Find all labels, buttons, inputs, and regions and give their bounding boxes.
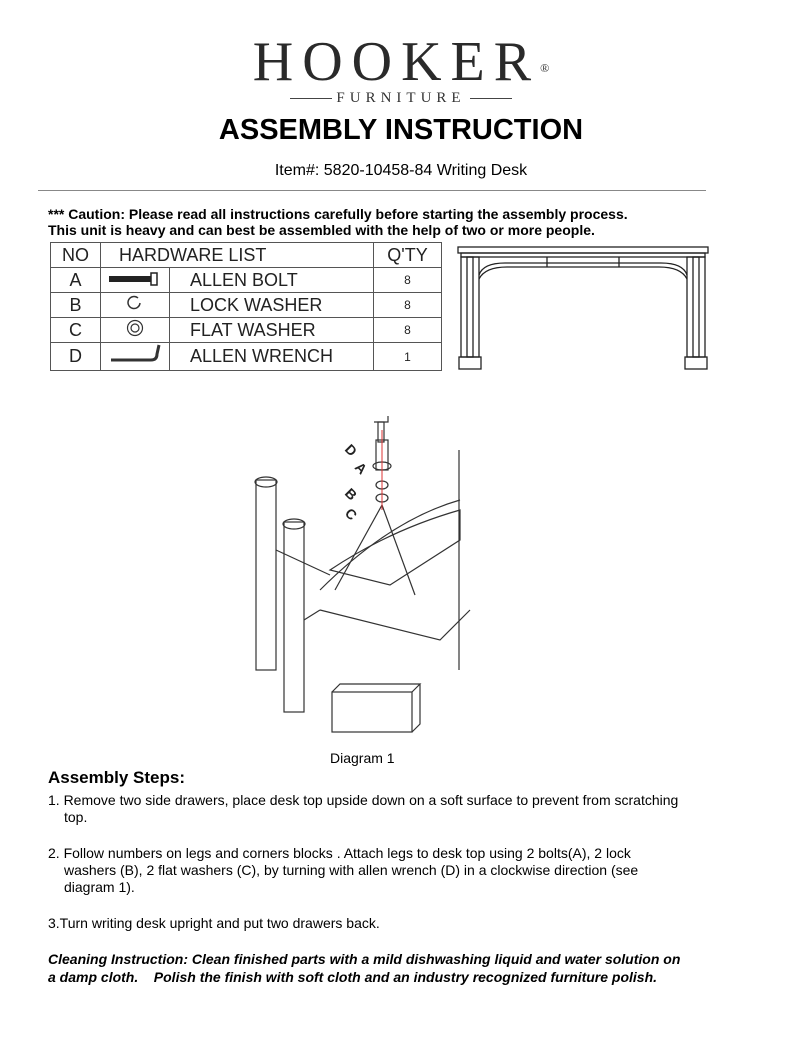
hardware-table bbox=[50, 242, 442, 371]
brand-name: HOOKER bbox=[252, 31, 541, 93]
steps-heading: Assembly Steps: bbox=[48, 768, 185, 787]
row-no: C bbox=[51, 318, 101, 343]
row-name: FLAT WASHER bbox=[170, 318, 374, 343]
caution-text bbox=[48, 206, 628, 238]
step-line: 2. Follow numbers on legs and corners blocks . Attach legs to desk top using 2 bolts(A), 2 lock bbox=[48, 845, 631, 861]
step-line: diagram 1). bbox=[64, 879, 135, 895]
registered-mark: ® bbox=[540, 61, 550, 75]
row-name: ALLEN BOLT bbox=[170, 268, 374, 293]
assembly-diagram bbox=[240, 410, 712, 750]
row-no: B bbox=[51, 293, 101, 318]
table-header bbox=[51, 243, 442, 268]
item-number: Item#: 5820-10458-84 Writing Desk bbox=[274, 162, 528, 179]
table-row bbox=[51, 268, 442, 293]
flat-washer-icon bbox=[101, 318, 170, 343]
step-1 bbox=[48, 792, 768, 826]
allen-wrench-icon bbox=[101, 343, 170, 371]
row-qty: 8 bbox=[374, 268, 442, 293]
label-d: D bbox=[341, 440, 361, 460]
lock-washer-icon bbox=[101, 293, 170, 318]
desk-front-view bbox=[455, 245, 711, 371]
header-no: NO bbox=[51, 243, 101, 268]
header-qty: Q'TY bbox=[374, 243, 442, 268]
step-line: 1. Remove two side drawers, place desk top upside down on a soft surface to prevent from scratching bbox=[48, 792, 679, 808]
row-name: ALLEN WRENCH bbox=[170, 343, 374, 371]
row-name: LOCK WASHER bbox=[170, 293, 374, 318]
page-title: ASSEMBLY INSTRUCTION bbox=[218, 114, 584, 146]
label-c: C bbox=[341, 504, 361, 524]
label-b: B bbox=[341, 484, 361, 504]
step-line: washers (B), 2 flat washers (C), by turning with allen wrench (D) in a clockwise direction (see bbox=[64, 862, 639, 878]
brand-logo bbox=[0, 31, 802, 93]
caution-line: This unit is heavy and can best be assembled with the help of two or more people. bbox=[48, 222, 595, 238]
table-row bbox=[51, 318, 442, 343]
table-row bbox=[51, 293, 442, 318]
brand-sub-text: FURNITURE bbox=[336, 90, 466, 106]
row-qty: 8 bbox=[374, 318, 442, 343]
caution-line: *** Caution: Please read all instructions carefully before starting the assembly process. bbox=[48, 206, 628, 222]
row-qty: 1 bbox=[374, 343, 442, 371]
brand-subtitle bbox=[0, 90, 802, 107]
cleaning-instruction bbox=[48, 950, 768, 986]
row-no: A bbox=[51, 268, 101, 293]
step-3 bbox=[48, 915, 768, 932]
step-2 bbox=[48, 845, 768, 896]
divider bbox=[38, 190, 706, 191]
cleaning-line: Cleaning Instruction: Clean finished parts with a mild dishwashing liquid and water solution on bbox=[48, 951, 681, 967]
label-a: A bbox=[351, 458, 371, 478]
header-hardware: HARDWARE LIST bbox=[101, 243, 374, 268]
bolt-icon bbox=[101, 268, 170, 293]
cleaning-line: a damp cloth. Polish the finish with soft cloth and an industry recognized furniture polish. bbox=[48, 969, 658, 985]
step-line: top. bbox=[64, 809, 88, 825]
row-qty: 8 bbox=[374, 293, 442, 318]
diagram-caption: Diagram 1 bbox=[330, 750, 395, 766]
step-line: 3.Turn writing desk upright and put two drawers back. bbox=[48, 915, 380, 931]
row-no: D bbox=[51, 343, 101, 371]
table-row bbox=[51, 343, 442, 371]
